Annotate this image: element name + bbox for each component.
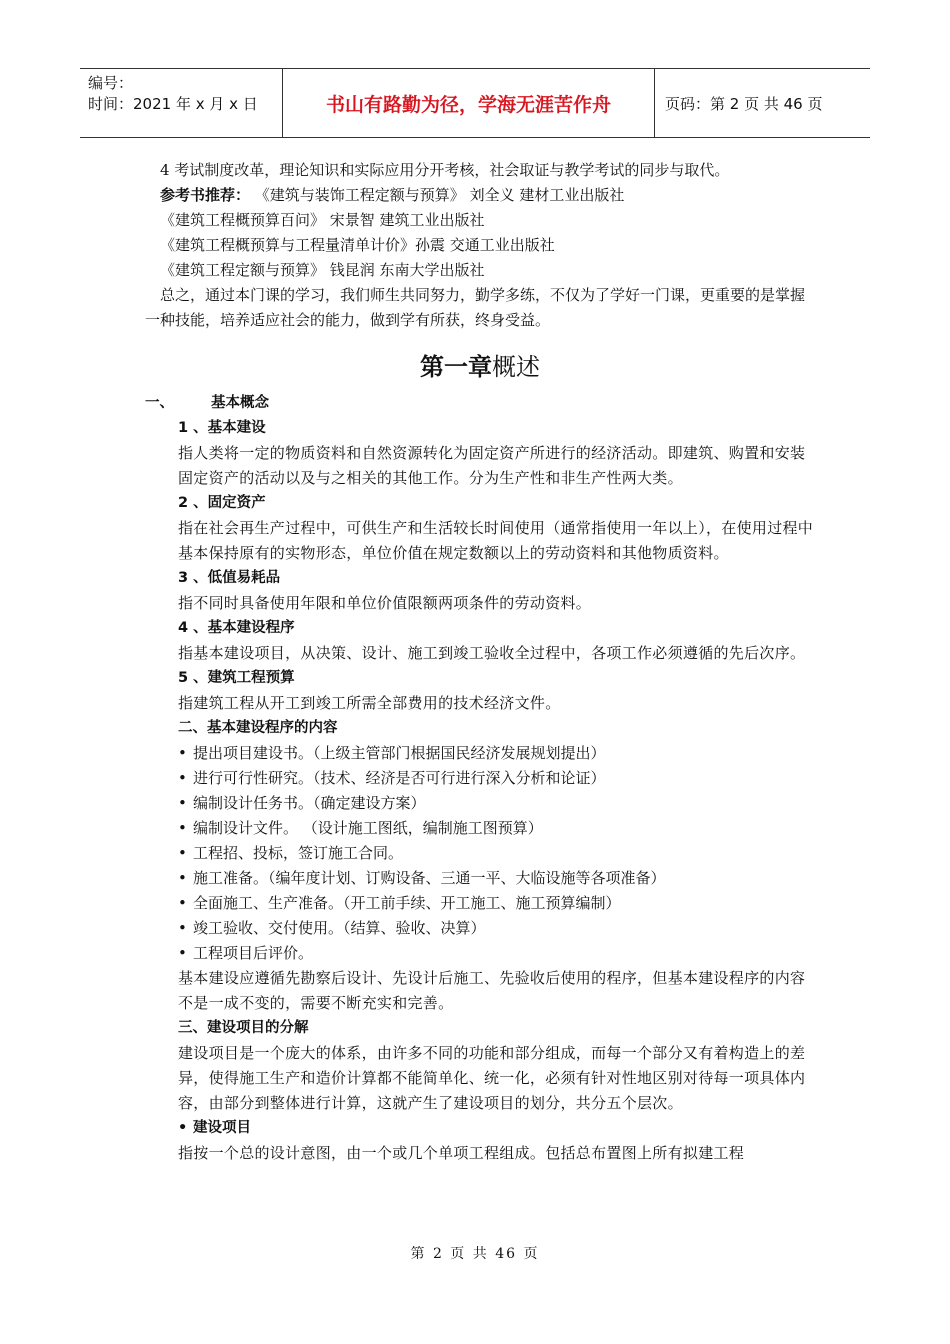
section3-bullet-head: 建设项目 xyxy=(193,1120,251,1136)
section3-text: 建设项目是一个庞大的体系，由许多不同的功能和部分组成，而每一个部分又有着构造上的差异，使得施工生产和造价计算都不能简单化、统一化，必须有针对性地区别对待每一项具体内容，由部分到整体进行计算，这就产生了建设项目的划分，共分五个层次。 xyxy=(178,1044,806,1112)
bullet-icon: • xyxy=(178,744,187,762)
list-item xyxy=(145,816,815,841)
list-item-text: 全面施工、生产准备。（开工前手续、开工施工、施工预算编制） xyxy=(193,894,621,912)
bullet-icon: • xyxy=(178,819,187,837)
reference-4: 《建筑工程定额与预算》 钱昆润 东南大学出版社 xyxy=(160,261,485,279)
list-item xyxy=(145,791,815,816)
bullet-icon: • xyxy=(178,769,187,787)
reference-3: 《建筑工程概预算与工程量清单计价》孙震 交通工业出版社 xyxy=(160,236,555,254)
reference-2: 《建筑工程概预算百问》 宋景智 建筑工业出版社 xyxy=(160,211,485,229)
concept-text: 指在社会再生产过程中，可供生产和生活较长时间使用（通常指使用一年以上），在使用过程中基本保持原有的实物形态，单位价值在规定数额以上的劳动资料和其他物质资料。 xyxy=(178,519,814,562)
list-item xyxy=(145,941,815,966)
list-item xyxy=(145,766,815,791)
section1-heading xyxy=(145,391,815,416)
chapter-title xyxy=(145,351,815,383)
concept-item xyxy=(145,666,815,716)
intro-item4: 4 考试制度改革，理论知识和实际应用分开考核，社会取证与教学考试的同步与取代。 xyxy=(160,161,730,179)
list-item xyxy=(145,841,815,866)
section2-note: 基本建设应遵循先勘察后设计、先设计后施工、先验收后使用的程序，但基本建设程序的内容不是一成不变的，需要不断充实和完善。 xyxy=(178,969,806,1012)
list-item xyxy=(145,891,815,916)
code-label: 编号： xyxy=(88,74,134,92)
bullet-icon: • xyxy=(178,944,187,962)
concept-heading: 2 、固定资产 xyxy=(178,495,266,511)
page-footer: 第 2 页 共 46 页 xyxy=(410,1246,540,1262)
list-item-text: 进行可行性研究。（技术、经济是否可行进行深入分析和论证） xyxy=(193,769,606,787)
header-motto: 书山有路勤为径，学海无涯苦作舟 xyxy=(282,69,655,137)
list-item-text: 编制设计文件。 （设计施工图纸，编制施工图预算） xyxy=(193,819,543,837)
reference-label: 参考书推荐： xyxy=(160,186,251,204)
list-item xyxy=(145,866,815,891)
concept-text: 指基本建设项目，从决策、设计、施工到竣工验收全过程中，各项工作必须遵循的先后次序。 xyxy=(178,644,806,662)
concept-text: 指建筑工程从开工到竣工所需全部费用的技术经济文件。 xyxy=(178,694,561,712)
concept-heading: 3 、低值易耗品 xyxy=(178,570,281,586)
concept-item xyxy=(145,566,815,616)
section3-title: 三、建设项目的分解 xyxy=(178,1020,309,1036)
list-item-text: 工程招、投标，签订施工合同。 xyxy=(193,844,404,862)
list-item xyxy=(145,741,815,766)
concept-text: 指人类将一定的物质资料和自然资源转化为固定资产所进行的经济活动。即建筑、购置和安装固定资产的活动以及与之相关的其他工作。分为生产性和非生产性两大类。 xyxy=(178,444,806,487)
section2-title: 二、基本建设程序的内容 xyxy=(178,720,338,736)
concept-item xyxy=(145,416,815,491)
summary-paragraph: 总之，通过本门课的学习，我们师生共同努力，勤学多练，不仅为了学好一门课，更重要的是掌握一种技能，培养适应社会的能力，做到学有所获，终身受益。 xyxy=(145,286,806,329)
bullet-icon: • xyxy=(178,844,187,862)
concept-heading: 4 、基本建设程序 xyxy=(178,620,295,636)
section3-bullet xyxy=(145,1116,815,1141)
bullet-icon: • xyxy=(178,919,187,937)
section3-bullet-text: 指按一个总的设计意图，由一个或几个单项工程组成。包括总布置图上所有拟建工程 xyxy=(178,1144,745,1162)
concept-heading: 1 、基本建设 xyxy=(178,420,266,436)
reference-1: 《建筑与装饰工程定额与预算》 刘全义 建材工业出版社 xyxy=(254,186,625,204)
document-body xyxy=(145,158,815,1166)
list-item-text: 提出项目建设书。（上级主管部门根据国民经济发展规划提出） xyxy=(193,744,606,762)
bullet-icon: • xyxy=(178,869,187,887)
list-item-text: 施工准备。（编年度计划、订购设备、三通一平、大临设施等各项准备） xyxy=(193,869,666,887)
list-item-text: 编制设计任务书。（确定建设方案） xyxy=(193,794,426,812)
chapter-title-light: 概述 xyxy=(492,353,540,381)
list-item-text: 竣工验收、交付使用。（结算、验收、决算） xyxy=(193,919,486,937)
section1-number: 一、 xyxy=(145,395,174,411)
reference-line xyxy=(145,183,815,208)
list-item-text: 工程项目后评价。 xyxy=(193,944,314,962)
concept-text: 指不同时具备使用年限和单位价值限额两项条件的劳动资料。 xyxy=(178,594,592,612)
header-left xyxy=(80,69,282,137)
concept-item xyxy=(145,616,815,666)
concept-heading: 5 、建筑工程预算 xyxy=(178,670,295,686)
bullet-icon: • xyxy=(178,894,187,912)
bullet-icon: • xyxy=(178,1120,188,1136)
chapter-title-bold: 第一章 xyxy=(420,353,492,381)
list-item xyxy=(145,916,815,941)
time-label: 时间：2021 年 x 月 x 日 xyxy=(88,95,258,113)
header-page-info: 页码：第 2 页 共 46 页 xyxy=(665,94,823,113)
concept-item xyxy=(145,491,815,566)
section1-title: 基本概念 xyxy=(211,395,269,411)
header-table xyxy=(80,68,870,138)
bullet-icon: • xyxy=(178,794,187,812)
